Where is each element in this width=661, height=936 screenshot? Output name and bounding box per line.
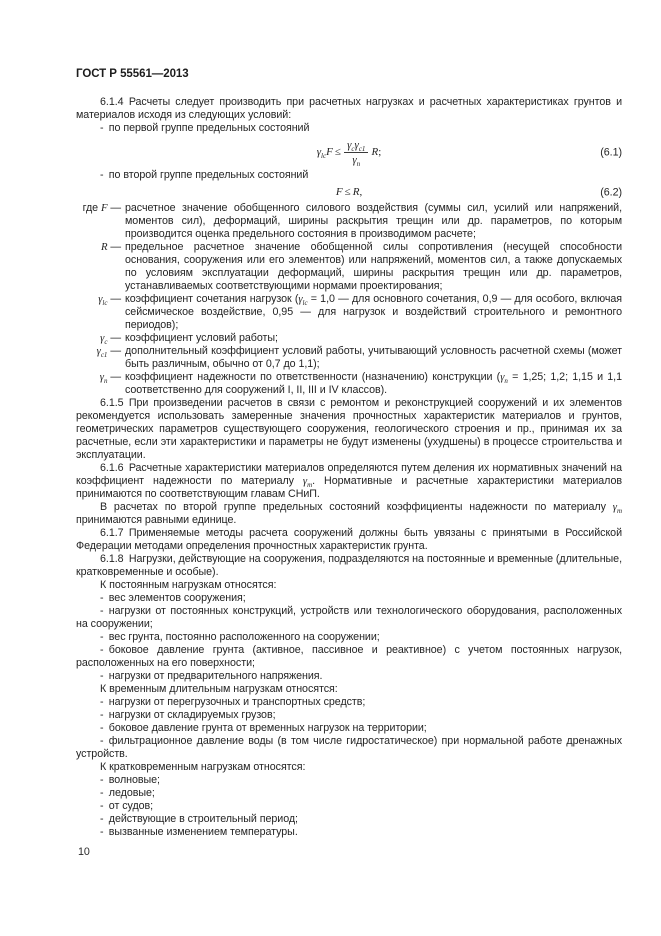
gamma-symbol: $\gamma_c$ <box>100 332 108 347</box>
list-item: - по первой группе предельных состояний <box>100 122 310 134</box>
list-item: - ледовые; <box>100 787 155 799</box>
list-item: - фильтрационное давление воды (в том числе гидростатическое) при нормальной работе дренажных устройств. <box>76 735 622 760</box>
gamma-symbol: $\gamma_n$ <box>99 371 108 386</box>
list-item: - вызванные изменением температуры. <box>100 826 298 838</box>
gamma-symbol: $\gamma_{lc}$ <box>98 293 108 308</box>
definition-term: R — <box>100 241 121 253</box>
list-item: - нагрузки от предварительного напряжения. <box>100 670 323 682</box>
paragraph: К постоянным нагрузкам относятся: <box>100 579 277 591</box>
paragraph: 6.1.5 При произведении расчетов в связи с ремонтом и реконструкцией сооружений и их элементов рекомендуется использовать замеренные значения прочностных характеристик материалов и грунтов, геометрических параметров существующего сооружения, геологического строения и пр., принимая их за расчетные, если эти характеристики и параметры не будут изменены (ухудшены) в процессе строительства и эксплуатации. <box>76 397 622 461</box>
list-item: - от судов; <box>100 800 154 812</box>
definition-row <box>76 241 622 293</box>
gamma-symbol: $\gamma_c$ <box>347 139 355 154</box>
gamma-symbol: $\gamma_{c1}$ <box>96 345 108 360</box>
fraction <box>344 139 368 169</box>
page-number: 10 <box>78 846 90 858</box>
paragraph: 6.1.4 Расчеты следует производить при расчетных нагрузках и расчетных характеристиках грунтов и материалов исходя из следующих условий: <box>76 96 622 121</box>
list-item: - нагрузки от перегрузочных и транспортных средств; <box>100 696 366 708</box>
math-variable: R <box>371 146 379 159</box>
paragraph: 6.1.6 Расчетные характеристики материалов определяются путем деления их нормативных значений на коэффициент надежности по материалу $\gamma_m$. Нормативные и расчетные характеристики материалов принимаются по соответствующим главам СНиП. <box>76 462 623 500</box>
list-item: - по второй группе предельных состояний <box>100 169 309 181</box>
document-header: ГОСТ Р 55561—2013 <box>76 68 189 80</box>
definition-term: $\gamma_n$ — <box>99 371 121 386</box>
gamma-symbol: $\gamma_n$ <box>500 371 508 386</box>
list-item: - волновые; <box>100 774 160 786</box>
list-item: - боковое давление грунта (активное, пассивное и реактивное) с учетом постоянных нагрузок, расположенных на его поверхности; <box>76 644 622 669</box>
definition-body: коэффициент условий работы; <box>125 332 278 344</box>
equation-number: (6.2) <box>600 186 622 198</box>
equation-number: (6.1) <box>600 146 622 158</box>
definition-body: расчетное значение обобщенного силового воздействия (суммы сил, усилий или напряжений, моментов сил), деформаций, ширины раскрытия трещин или др. параметров, по которым производится оценка предельного состояния в производимом расчете; <box>125 202 622 240</box>
definition-row <box>76 202 622 241</box>
math-variable: R <box>100 241 108 253</box>
definition-body: предельное расчетное значение обобщенной силы сопротивления (несущей способности основания, сооружения или его элементов) или напряжений, моментов сил, а также допускаемых по условиям эксплуатации деформаций, ширины раскрытия трещин или др. параметров, устанавливаемых соответствующими нормами проектирования; <box>125 241 622 292</box>
list-item: - вес элементов сооружения; <box>100 592 246 604</box>
list-item: - нагрузки от складируемых грузов; <box>100 709 276 721</box>
formula-row <box>76 139 622 169</box>
list-item: - вес грунта, постоянно расположенного на сооружении; <box>100 631 380 643</box>
math-variable: F <box>335 186 343 198</box>
list-item: - нагрузки от постоянных конструкций, устройств или технологического оборудования, расположенных на сооружении; <box>76 605 622 630</box>
paragraph: В расчетах по второй группе предельных состояний коэффициенты надежности по материалу $\gamma_m$ принимаются равными единице. <box>76 501 622 526</box>
definition-row <box>76 345 622 371</box>
definition-term: где F — <box>82 202 121 214</box>
paragraph: 6.1.7 Применяемые методы расчета сооружений должны быть увязаны с принятыми в Российской Федерации методами определения прочностных характеристик грунта. <box>76 527 622 552</box>
math-variable: F <box>100 202 108 214</box>
document-content <box>76 96 622 839</box>
gamma-symbol: $\gamma_{lc}$ <box>316 146 327 161</box>
definition-term: $\gamma_{c1}$ — <box>96 345 121 360</box>
list-item: - действующие в строительный период; <box>100 813 298 825</box>
gamma-symbol: $\gamma_{c1}$ <box>354 139 366 154</box>
gamma-symbol: $\gamma_m$ <box>302 475 313 490</box>
definition-body: коэффициент надежности по ответственности (назначению) конструкции ($\gamma_n = 1,25$; 1,2; 1,15 и 1,1 соответственно для сооружений I, II, III и IV классов). <box>125 371 622 396</box>
paragraph: К временным длительным нагрузкам относятся: <box>100 683 338 695</box>
definition-term: $\gamma_c$ — <box>100 332 121 347</box>
definition-term: $\gamma_{lc}$ — <box>98 293 121 308</box>
definition-row <box>76 371 622 397</box>
definition-body: дополнительный коэффициент условий работы, учитывающий условность расчетной схемы (может быть различным, обычно от 0,7 до 1,1); <box>125 345 622 370</box>
math-variable: F <box>326 146 333 159</box>
list-item: - боковое давление грунта от временных нагрузок на территории; <box>100 722 427 734</box>
gamma-symbol: $\gamma_{lc}$ <box>298 293 308 308</box>
math-variable: R <box>352 186 360 198</box>
formula: $\gamma_{lc}F$ ≤ $\frac{\gamma_c\gamma_{c1}}{\gamma_n}$ R; <box>316 139 382 169</box>
gamma-symbol: $\gamma_m$ <box>612 501 622 516</box>
definition-row <box>76 332 622 345</box>
document-sheet <box>76 68 622 839</box>
formula-row <box>76 186 622 199</box>
paragraph: К кратковременным нагрузкам относятся: <box>100 761 306 773</box>
paragraph: 6.1.8 Нагрузки, действующие на сооружения, подразделяются на постоянные и временные (длительные, кратковременные и особые). <box>76 553 622 578</box>
definition-row <box>76 293 622 332</box>
formula: F ≤ R, <box>335 186 363 198</box>
definition-body: коэффициент сочетания нагрузок ($\gamma_{lc} = 1,0$ — для основного сочетания, 0,9 — для особого, включая сейсмическое воздействие, 0,95 — для нагрузок и воздействий строительного и ремонтного периодов); <box>125 293 622 331</box>
gamma-symbol: $\gamma_n$ <box>352 154 361 169</box>
